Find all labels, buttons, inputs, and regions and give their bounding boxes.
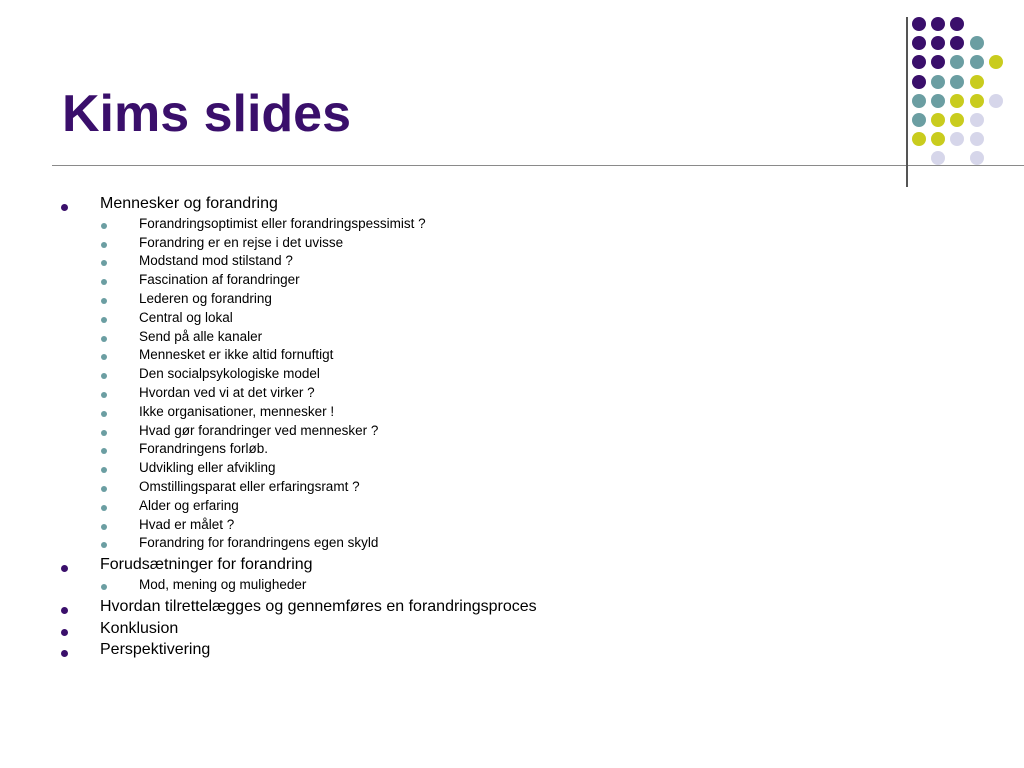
decoration-dot — [989, 94, 1003, 108]
sub-bullet-dot — [101, 584, 107, 590]
decoration-dot — [931, 36, 945, 50]
bullet-dot — [61, 650, 68, 657]
sub-bullet-item: Hvordan ved vi at det virker ? — [139, 385, 315, 400]
decoration-dot — [931, 151, 945, 165]
sub-bullet-dot — [101, 373, 107, 379]
bullet-dot — [61, 565, 68, 572]
sub-bullet-item: Omstillingsparat eller erfaringsramt ? — [139, 479, 360, 494]
sub-bullet-dot — [101, 317, 107, 323]
sub-bullet-item: Central og lokal — [139, 309, 233, 325]
decoration-dot — [912, 55, 926, 69]
bullet-item: Mennesker og forandring — [100, 195, 278, 212]
bullet-item: Hvordan tilrettelægges og gennemføres en forandringsproces — [100, 597, 537, 615]
sub-bullet-dot — [101, 298, 107, 304]
sub-bullet-dot — [101, 411, 107, 417]
sub-bullet-dot — [101, 542, 107, 548]
sub-bullet-dot — [101, 524, 107, 530]
bullet-dot — [61, 629, 68, 636]
decoration-dot — [970, 113, 984, 127]
decoration-dot — [970, 36, 984, 50]
bullet-item: Forudsætninger for forandring — [100, 556, 313, 574]
decoration-dot — [950, 113, 964, 127]
sub-bullet-item: Mod, mening og muligheder — [139, 577, 307, 592]
dot-grid-decoration — [0, 0, 1024, 200]
sub-bullet-dot — [101, 223, 107, 229]
bullet-dot — [61, 607, 68, 614]
sub-bullet-item: Alder og erfaring — [139, 497, 239, 513]
sub-bullet-dot — [101, 260, 107, 266]
sub-bullet-item: Forandringens forløb. — [139, 441, 269, 457]
bullet-item: Perspektivering — [100, 641, 211, 659]
decoration-dot — [931, 75, 945, 89]
decoration-dot — [950, 36, 964, 50]
decoration-dot — [912, 36, 926, 50]
sub-bullet-item: Ikke organisationer, mennesker ! — [139, 403, 335, 419]
sub-bullet-dot — [101, 336, 107, 342]
decoration-dot — [970, 132, 984, 146]
decoration-dot — [950, 75, 964, 89]
sub-bullet-dot — [101, 279, 107, 285]
sub-bullet-dot — [101, 242, 107, 248]
sub-bullet-dot — [101, 486, 107, 492]
decoration-dot — [970, 75, 984, 89]
decoration-dot — [950, 55, 964, 69]
decoration-dot — [989, 55, 1003, 69]
sub-bullet-dot — [101, 354, 107, 360]
sub-bullet-item: Fascination af forandringer — [139, 272, 300, 288]
decoration-dot — [931, 132, 945, 146]
sub-bullet-item: Modstand mod stilstand ? — [139, 253, 293, 269]
decoration-dot — [950, 132, 964, 146]
sub-bullet-item: Mennesket er ikke altid fornuftigt — [139, 347, 334, 363]
decoration-dot — [912, 132, 926, 146]
sub-bullet-item: Lederen og forandring — [139, 291, 272, 306]
sub-bullet-item: Hvad gør forandringer ved mennesker ? — [139, 422, 379, 438]
sub-bullet-item: Forandring for forandringens egen skyld — [139, 535, 379, 551]
sub-bullet-item: Forandringsoptimist eller forandringspessimist ? — [139, 215, 426, 231]
sub-bullet-item: Hvad er målet ? — [139, 516, 235, 532]
bullet-dot — [61, 204, 68, 211]
decoration-dot — [912, 113, 926, 127]
sub-bullet-dot — [101, 430, 107, 436]
decoration-dot — [950, 94, 964, 108]
decoration-dot — [950, 17, 964, 31]
decoration-dot — [931, 94, 945, 108]
decoration-dot — [931, 55, 945, 69]
sub-bullet-dot — [101, 448, 107, 454]
sub-bullet-dot — [101, 505, 107, 511]
decoration-dot — [912, 94, 926, 108]
sub-bullet-dot — [101, 467, 107, 473]
sub-bullet-item: Forandring er en rejse i det uvisse — [139, 234, 344, 250]
decoration-dot — [970, 94, 984, 108]
decoration-dot — [931, 17, 945, 31]
decoration-dot — [912, 17, 926, 31]
decoration-dot — [912, 75, 926, 89]
sub-bullet-item: Den socialpsykologiske model — [139, 366, 320, 382]
slide-title: Kims slides — [62, 85, 352, 143]
decoration-dot — [970, 151, 984, 165]
decoration-dot — [970, 55, 984, 69]
sub-bullet-dot — [101, 392, 107, 398]
sub-bullet-item: Udvikling eller afvikling — [139, 460, 276, 476]
decoration-dot — [931, 113, 945, 127]
bullet-item: Konklusion — [100, 619, 179, 637]
sub-bullet-item: Send på alle kanaler — [139, 328, 263, 344]
